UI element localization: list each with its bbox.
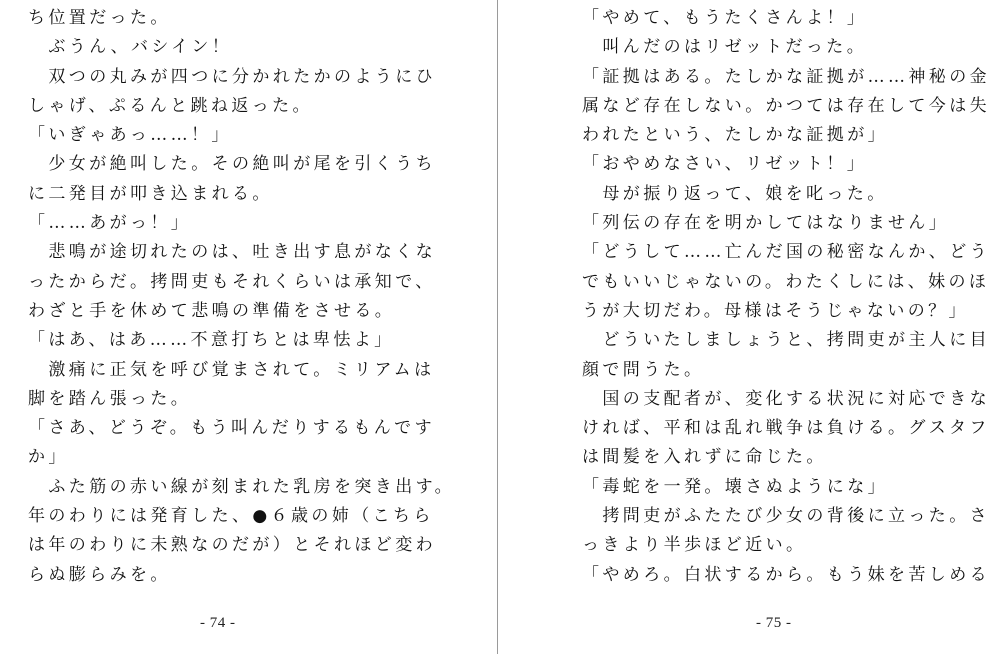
text-line: 「……あがっ！」	[28, 213, 192, 234]
text-line: 国の支配者が、変化する状況に対応できな	[582, 388, 990, 409]
text-line: 少女が絶叫した。その絶叫が尾を引くうち	[28, 154, 436, 175]
text-line: 拷問吏がふたたび少女の背後に立った。さ	[582, 506, 990, 527]
text-line: 双つの丸みが四つに分かれたかのようにひ	[28, 66, 436, 87]
text-line: 「はあ、はあ……不意打ちとは卑怯よ」	[28, 330, 395, 351]
text-line: 属など存在しない。かつては存在して今は失	[582, 95, 990, 116]
page-number: - 75 -	[756, 615, 792, 631]
text-line: ったからだ。拷問吏もそれくらいは承知で、	[28, 271, 436, 292]
left-page	[0, 0, 497, 654]
text-line: しゃげ、ぷるんと跳ね返った。	[28, 95, 313, 116]
text-line: 「どうして……亡んだ国の秘密なんか、どう	[582, 242, 990, 263]
text-line: 脚を踏ん張った。	[28, 388, 192, 409]
text-line: は年のわりに未熟なのだが）とそれほど変わ	[28, 535, 436, 556]
text-line: 「やめて、もうたくさんよ！」	[582, 8, 868, 28]
text-line: ければ、平和は乱れ戦争は負ける。グスタフ	[582, 418, 990, 439]
page-number: - 74 -	[200, 615, 236, 631]
text-line: っきより半歩ほど近い。	[582, 535, 807, 556]
text-line: 「おやめなさい、リゼット！」	[582, 154, 868, 175]
text-line: わざと手を休めて悲鳴の準備をさせる。	[28, 300, 396, 321]
text-line: は間髪を入れずに命じた。	[582, 447, 827, 468]
text-line: 「列伝の存在を明かしてはなりません」	[582, 213, 950, 234]
text-line: 悲鳴が途切れたのは、吐き出す息がなくな	[28, 242, 436, 263]
text-line: 「やめろ。白状するから。もう妹を苦しめる	[582, 564, 990, 585]
text-line: われたという、たしかな証拠が」	[582, 125, 888, 146]
text-line: に二発目が叩き込まれる。	[28, 183, 273, 204]
text-line: か」	[28, 447, 69, 468]
text-line: 激痛に正気を呼び覚まされて。ミリアムは	[28, 359, 435, 380]
text-line: うが大切だわ。母様はそうじゃないの？」	[582, 300, 969, 321]
left-page-text	[28, 4, 455, 590]
right-page	[498, 0, 1004, 654]
text-line: 「毒蛇を一発。壊さぬようにな」	[582, 476, 888, 497]
text-line: 「さあ、どうぞ。もう叫んだりするもんです	[28, 418, 435, 439]
text-line: ぶうん、バシイン！	[28, 37, 233, 58]
text-line: 叫んだのはリゼットだった。	[582, 37, 868, 58]
text-line: 母が振り返って、娘を叱った。	[582, 183, 888, 204]
text-line: でもいいじゃないの。わたくしには、妹のほ	[582, 271, 990, 292]
text-line: らぬ膨らみを。	[28, 564, 171, 585]
text-line: 「いぎゃあっ……！」	[28, 125, 232, 146]
right-page-text	[582, 4, 990, 590]
text-line: 年のわりには発育した、●６歳の姉（こちら	[28, 506, 434, 527]
text-line: 「証拠はある。たしかな証拠が……神秘の金	[582, 66, 990, 87]
text-line: どういたしましょうと、拷問吏が主人に目	[582, 330, 990, 351]
text-line: ち位置だった。	[28, 8, 171, 28]
text-line: ふた筋の赤い線が刻まれた乳房を突き出す。	[28, 476, 456, 497]
text-line: 顔で問うた。	[582, 359, 705, 380]
